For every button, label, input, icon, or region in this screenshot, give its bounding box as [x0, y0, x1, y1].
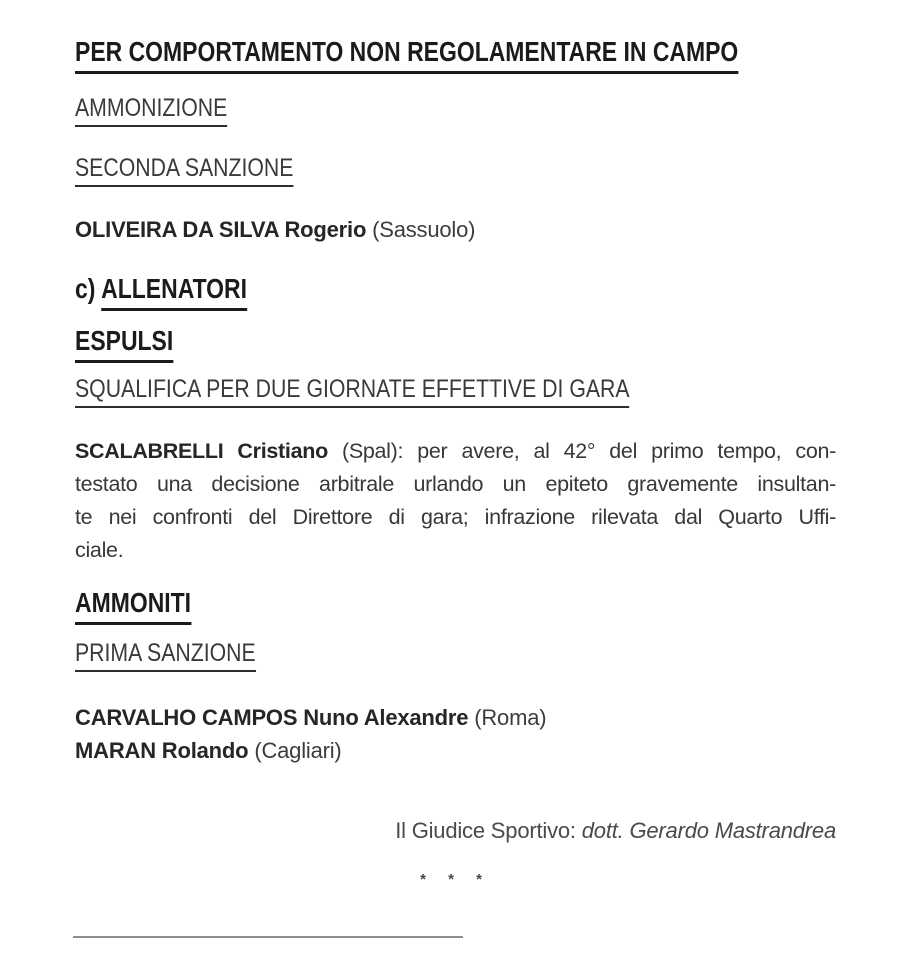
- espulsi-heading-text: ESPULSI: [75, 325, 173, 363]
- player-row: [75, 213, 836, 246]
- ammonizione-heading-row: [75, 96, 836, 127]
- ammonizione-label: AMMONIZIONE: [75, 96, 227, 127]
- seconda-sanzione-row: [75, 156, 836, 187]
- coaches-prefix: c): [75, 273, 96, 304]
- case-line-4: ciale.: [75, 538, 124, 562]
- player-name: CARVALHO CAMPOS Nuno Alexandre: [75, 705, 469, 730]
- case-coach-name: SCALABRELLI Cristiano: [75, 439, 328, 463]
- ammoniti-heading: [75, 589, 191, 617]
- section-coaches: [75, 275, 836, 303]
- asterisk-separator: * * *: [420, 871, 491, 888]
- player-name: OLIVEIRA DA SILVA Rogerio: [75, 217, 367, 242]
- conduct-heading-text: PER COMPORTAMENTO NON REGOLAMENTARE IN CAMPO: [75, 36, 738, 74]
- ammoniti-heading-row: [75, 589, 836, 617]
- case-line-3: te nei confronti del Direttore di gara; infrazione rilevata dal Quarto Uffi-: [75, 505, 836, 529]
- coaches-heading-text: ALLENATORI: [101, 273, 247, 311]
- espulsi-heading-row: [75, 327, 836, 355]
- prima-sanzione-row: [75, 641, 836, 672]
- espulsi-heading: [75, 327, 173, 355]
- player-team: (Cagliari): [254, 738, 342, 763]
- signature-line: [75, 818, 836, 844]
- signature-name: dott. Gerardo Mastrandrea: [581, 818, 836, 843]
- player-name: MARAN Rolando: [75, 738, 249, 763]
- case-line-1: [75, 435, 836, 468]
- footer-rule: [73, 936, 463, 938]
- player-row: [75, 734, 836, 767]
- player-row: [75, 701, 836, 734]
- seconda-sanzione-label: SECONDA SANZIONE: [75, 156, 293, 187]
- ammoniti-players: [75, 701, 836, 767]
- signature-label: Il Giudice Sportivo:: [395, 818, 576, 843]
- ammoniti-heading-text: AMMONITI: [75, 587, 191, 625]
- case-line-1-rest: (Spal): per avere, al 42° del primo tempo, con-: [341, 439, 836, 463]
- squalifica-heading-row: [75, 377, 836, 408]
- conduct-heading: [75, 38, 738, 66]
- player-team: (Sassuolo): [372, 217, 476, 242]
- squalifica-label: SQUALIFICA PER DUE GIORNATE EFFETTIVE DI GARA: [75, 377, 630, 408]
- section-conduct: [75, 38, 836, 66]
- case-paragraph: [75, 435, 836, 567]
- case-line-2: testato una decisione arbitrale urlando un epiteto gravemente insultan-: [75, 472, 836, 496]
- player-team: (Roma): [474, 705, 547, 730]
- coaches-heading: [75, 275, 247, 303]
- prima-sanzione-label: PRIMA SANZIONE: [75, 641, 256, 672]
